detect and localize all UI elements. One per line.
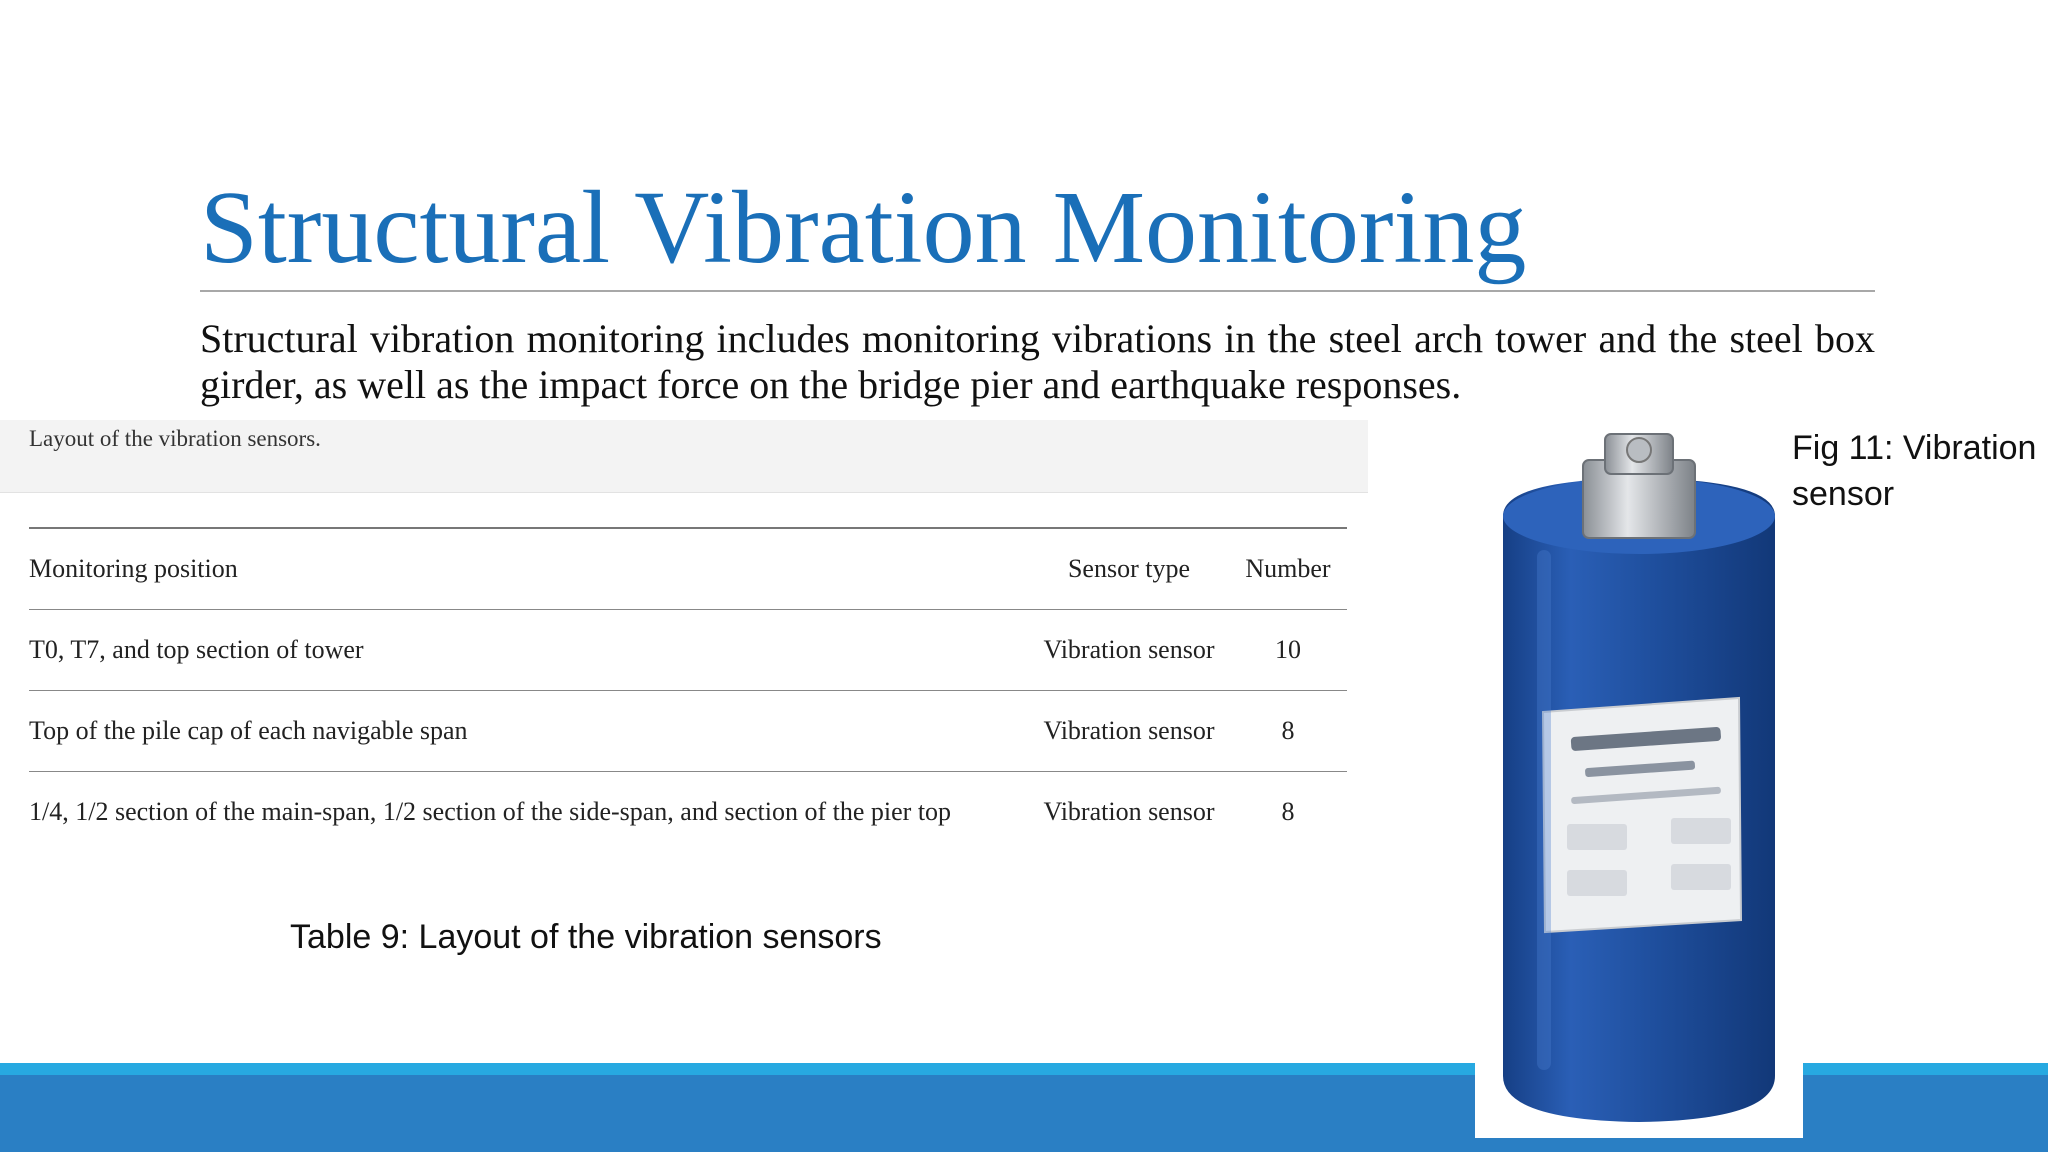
header-sensor-type: Sensor type [1067, 554, 1191, 583]
cell-sensor-type: Vibration sensor [1043, 635, 1215, 664]
figure-label-line1: Fig 11: Vibration [1792, 429, 2037, 467]
header-monitoring-position: Monitoring position [29, 554, 238, 583]
table-row [29, 691, 1347, 772]
sensor-table-image [0, 420, 1368, 1060]
cell-sensor-type: Vibration sensor [1043, 797, 1215, 826]
table-row [29, 772, 1347, 853]
table-caption: Layout of the vibration sensors. [29, 426, 321, 451]
cell-sensor-type: Vibration sensor [1043, 716, 1215, 745]
table-label: Table 9: Layout of the vibration sensors [290, 918, 882, 956]
sensor-layout-table [29, 527, 1347, 852]
slide-title: Structural Vibration Monitoring [200, 170, 1527, 285]
cell-position: Top of the pile cap of each navigable span [29, 716, 468, 745]
cell-number: 8 [1281, 797, 1295, 826]
title-divider [200, 290, 1875, 292]
cell-position: 1/4, 1/2 section of the main-span, 1/2 section of the side-span, and section of the pier top [29, 797, 952, 826]
intro-paragraph: Structural vibration monitoring includes monitoring vibrations in the steel arch tower and the steel box girder, as well as the impact force on the bridge pier and earthquake responses. [200, 316, 1875, 407]
table-header-row [29, 528, 1347, 610]
vibration-sensor-photo [1475, 420, 1803, 1138]
table-row [29, 610, 1347, 691]
header-number: Number [1245, 554, 1331, 583]
table-caption-bar [0, 420, 1368, 493]
cell-position: T0, T7, and top section of tower [29, 635, 364, 664]
vibration-sensor-illustration [1475, 420, 1803, 1138]
figure-label-line2: sensor [1792, 475, 1895, 513]
figure-label [1792, 425, 2042, 517]
cell-number: 10 [1275, 635, 1301, 664]
cell-number: 8 [1281, 716, 1295, 745]
